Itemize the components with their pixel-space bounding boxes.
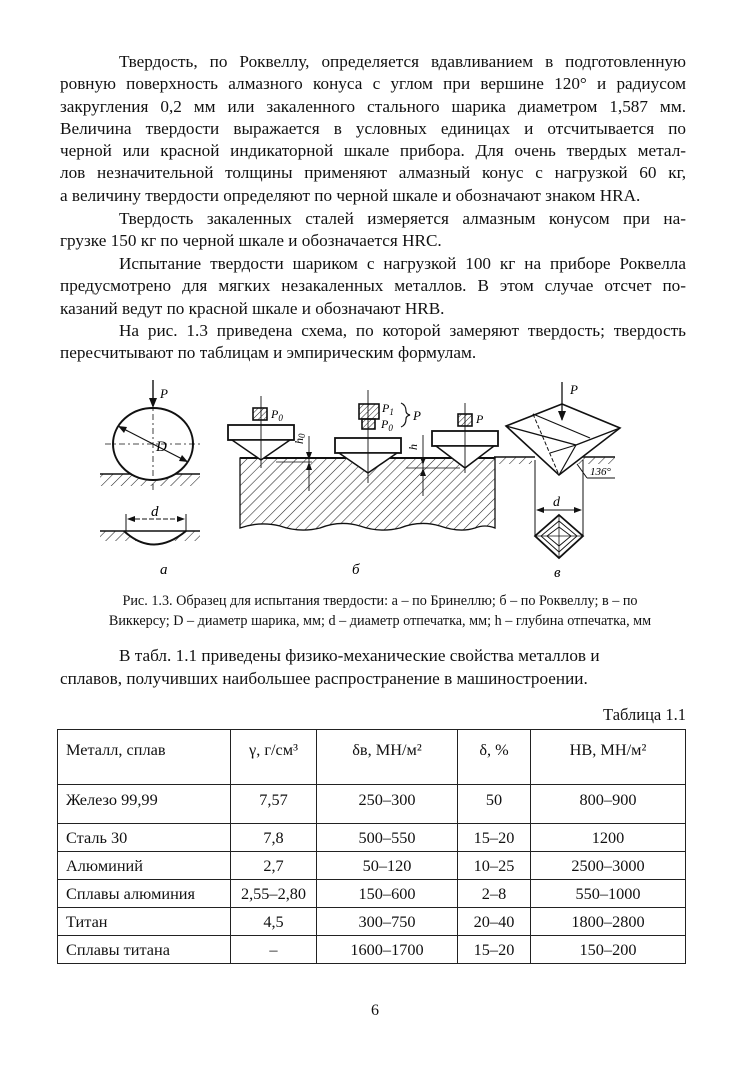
cell-elongation: 10–25 bbox=[458, 852, 531, 880]
cell-elongation: 2–8 bbox=[458, 880, 531, 908]
cell-elongation: 15–20 bbox=[458, 936, 531, 964]
metal-properties-table bbox=[57, 729, 686, 964]
text-line: казаний ведут по красной шкале и обозначают HRB. bbox=[60, 298, 445, 318]
text-line: Испытание твердости шариком с нагрузкой 100 кг на приборе Роквелла bbox=[119, 254, 686, 273]
table-row bbox=[58, 852, 686, 880]
cell-tensile: 150–600 bbox=[317, 880, 458, 908]
subfigure-label-v: в bbox=[554, 565, 561, 578]
text-line: а величину твердости определяют по черной шкале и обозначают знаком HRA. bbox=[60, 185, 641, 205]
header-tensile-strength: δв, МН/м² bbox=[317, 730, 458, 785]
table-number-label: Таблица 1.1 bbox=[603, 705, 686, 724]
cell-metal: Сплавы алюминия bbox=[58, 880, 231, 908]
cell-metal: Железо 99,99 bbox=[58, 785, 231, 824]
cell-hardness: 150–200 bbox=[531, 936, 686, 964]
figure-caption bbox=[60, 591, 700, 631]
cell-elongation: 50 bbox=[458, 785, 531, 824]
cell-tensile: 1600–1700 bbox=[317, 936, 458, 964]
table-header-row bbox=[58, 730, 686, 785]
label-P-third: P bbox=[476, 412, 484, 426]
text-line: черной или красной индикаторной шкале прибора. Для очень твердых метал- bbox=[60, 141, 686, 161]
label-h: h bbox=[406, 444, 420, 450]
table-row bbox=[58, 785, 686, 824]
cell-density: – bbox=[231, 936, 317, 964]
cell-tensile: 500–550 bbox=[317, 824, 458, 852]
cell-metal: Сталь 30 bbox=[58, 824, 231, 852]
hardness-diagram-svg bbox=[90, 378, 690, 578]
cell-metal: Сплавы титана bbox=[58, 936, 231, 964]
label-D: D bbox=[156, 439, 167, 455]
text-line: пересчитывают по таблицам и эмпирическим формулам. bbox=[60, 343, 477, 363]
table-row bbox=[58, 936, 686, 964]
text-line: предусмотрено для мягких незакаленных металлов. В этом случае отсчет по- bbox=[60, 276, 686, 296]
subfigure-label-a: а bbox=[160, 562, 168, 578]
cell-density: 2,7 bbox=[231, 852, 317, 880]
cell-density: 4,5 bbox=[231, 908, 317, 936]
text-line: сплавов, получивших наибольшее распространение в машиностроении. bbox=[60, 668, 588, 688]
label-P: P bbox=[160, 386, 168, 401]
table-row bbox=[58, 880, 686, 908]
label-P1: $P_1$ bbox=[382, 401, 394, 417]
table-row bbox=[58, 908, 686, 936]
paragraph-rockwell-method bbox=[60, 51, 686, 207]
page-number: 6 bbox=[371, 1002, 379, 1019]
subfigure-label-b: б bbox=[352, 562, 360, 578]
cell-metal: Титан bbox=[58, 908, 231, 936]
cell-elongation: 15–20 bbox=[458, 824, 531, 852]
cell-density: 7,8 bbox=[231, 824, 317, 852]
cell-density: 2,55–2,80 bbox=[231, 880, 317, 908]
header-elongation: δ, % bbox=[458, 730, 531, 785]
label-P-vickers: P bbox=[570, 382, 578, 397]
header-density: γ, г/см³ bbox=[231, 730, 317, 785]
label-P-total: P bbox=[413, 408, 421, 423]
cell-tensile: 250–300 bbox=[317, 785, 458, 824]
paragraph-hrc bbox=[60, 208, 686, 253]
cell-hardness: 800–900 bbox=[531, 785, 686, 824]
table-row bbox=[58, 824, 686, 852]
text-line: грузке 150 кг по черной шкале и обозначается HRC. bbox=[60, 231, 442, 251]
cell-hardness: 1800–2800 bbox=[531, 908, 686, 936]
text-line: ровную поверхность алмазного конуса с углом при вершине 120° и радиусом bbox=[60, 74, 686, 94]
header-brinell-hardness: НВ, МН/м² bbox=[531, 730, 686, 785]
text-line: Величина твердости выражается в условных единицах и отсчитывается по bbox=[60, 118, 686, 138]
paragraph-hrb bbox=[60, 253, 686, 320]
paragraph-figure-reference bbox=[60, 320, 686, 365]
text-line: Твердость закаленных сталей измеряется алмазным конусом при на- bbox=[119, 209, 686, 228]
cell-density: 7,57 bbox=[231, 785, 317, 824]
text-line: На рис. 1.3 приведена схема, по которой замеряют твердость; твердость bbox=[119, 321, 686, 340]
caption-line: Виккерсу; D – диаметр шарика, мм; d – диаметр отпечатка, мм; h – глубина отпечатка, мм bbox=[108, 613, 652, 629]
cell-hardness: 550–1000 bbox=[531, 880, 686, 908]
text-line: закругления 0,2 мм или закаленного стального шарика диаметром 1,587 мм. bbox=[60, 96, 686, 116]
label-P0-first: $P_0$ bbox=[271, 407, 283, 423]
text-line: лов незначительной толщины применяют алмазный конус с нагрузкой 60 кг, bbox=[60, 163, 686, 183]
caption-line: Рис. 1.3. Образец для испытания твердости: а – по Бринеллю; б – по Роквеллу; в – по bbox=[122, 593, 638, 609]
label-P0-second: $P_0$ bbox=[381, 417, 393, 433]
rockwell-diagram bbox=[228, 390, 498, 530]
label-h0: h0 bbox=[292, 433, 307, 444]
text-line: В табл. 1.1 приведены физико-механические свойства металлов и bbox=[119, 646, 600, 665]
cell-elongation: 20–40 bbox=[458, 908, 531, 936]
label-angle-136: 136° bbox=[590, 466, 611, 478]
label-d: d bbox=[151, 504, 159, 520]
figure-hardness-testing-diagram bbox=[90, 378, 690, 578]
header-metal: Металл, сплав bbox=[58, 730, 231, 785]
cell-tensile: 50–120 bbox=[317, 852, 458, 880]
cell-tensile: 300–750 bbox=[317, 908, 458, 936]
label-d-vickers: d bbox=[553, 495, 560, 510]
cell-hardness: 2500–3000 bbox=[531, 852, 686, 880]
cell-hardness: 1200 bbox=[531, 824, 686, 852]
cell-metal: Алюминий bbox=[58, 852, 231, 880]
text-line: Твердость, по Роквеллу, определяется вдавливанием в подготовленную bbox=[119, 52, 686, 71]
table-intro-paragraph bbox=[60, 645, 686, 690]
